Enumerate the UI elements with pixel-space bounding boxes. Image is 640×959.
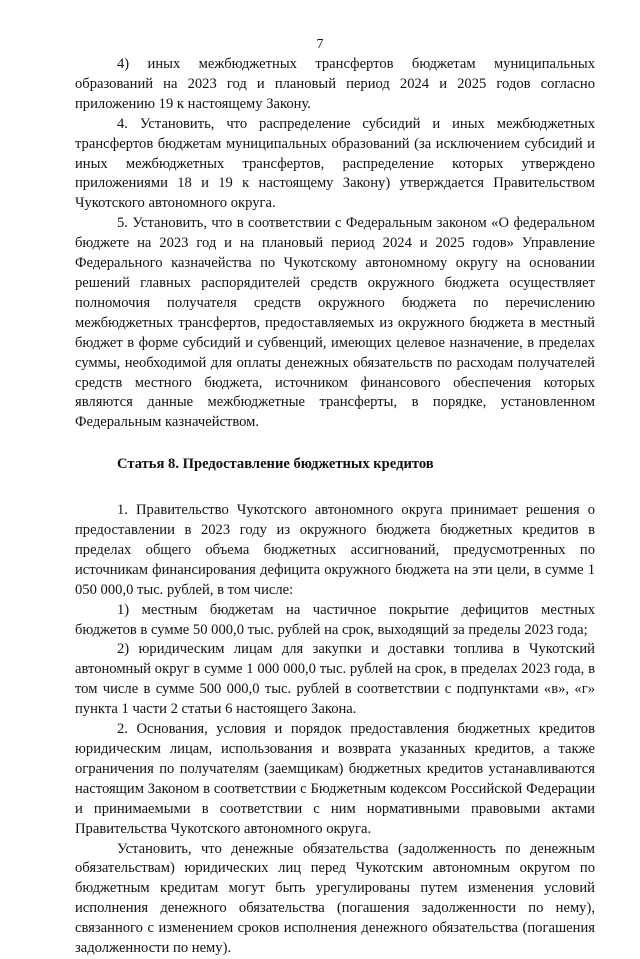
paragraph-point-4: 4. Установить, что распределение субсидий и иных межбюджетных трансфертов бюджетам муниципальных образований (за исключением субсидий и иных межбюджетных трансфертов, распределение которых утверждено приложениями 18 и 19 к настоящему Закону) утверждается Правительством Чукотского автономного округа. bbox=[75, 115, 595, 212]
paragraph-article8-subitem-2: 2) юридическим лицам для закупки и доставки топлива в Чукотский автономный округ в сумме 1 000 000,0 тыс. рублей на срок, в пределах 2023 года, в том числе в сумме 500 000,0 тыс. рублей в соответствии с подпунктами «в», «г» пункта 1 части 2 статьи 6 настоящего Закона. bbox=[75, 641, 595, 718]
page-number: 7 bbox=[316, 36, 324, 51]
paragraph-point-5: 5. Установить, что в соответствии с Федеральным законом «О федеральном бюджете на 2023 год и на плановый период 2024 и 2025 годов» Управление Федерального казначейства по Чукотскому автономному округу на основании решений главных распорядителей средств окружного бюджета осуществляет полномочия получателя средств окружного бюджета по перечислению межбюджетных трансфертов, предоставляемых из окружного бюджета в местный бюджет в форме субсидий и субвенций, имеющих целевое назначение, в пределах суммы, необходимой для оплаты денежных обязательств по расходам получателей средств местного бюджета, источником финансового обеспечения которых являются данные межбюджетные трансферты, в порядке, установленном Федеральным казначейством. bbox=[75, 215, 595, 431]
paragraph-article8-point-1: 1. Правительство Чукотского автономного округа принимает решения о предоставлении в 2023 году из окружного бюджета бюджетных кредитов в пределах общего объема бюджетных ассигнований, предусмотренных по источникам финансирования дефицита окружного бюджета на эти цели, в сумме 1 050 000,0 тыс. рублей, в том числе: bbox=[75, 502, 595, 598]
paragraph-article8-obligations: Установить, что денежные обязательства (задолженность по денежным обязательствам) юридических лиц перед Чукотским автономным округом по бюджетным кредитам могут быть урегулированы путем изменения условий исполнения денежного обязательства (погашения задолженности по нему), связанного с изменением сроков исполнения денежного обязательства (погашения задолженности по нему). bbox=[75, 840, 595, 957]
article-8-heading: Статья 8. Предоставление бюджетных кредитов bbox=[117, 456, 434, 473]
paragraph-article8-point-2: 2. Основания, условия и порядок предоставления бюджетных кредитов юридическим лицам, использования и возврата указанных кредитов, а также ограничения по получателям (заемщикам) бюджетных кредитов устанавливаются настоящим Законом в соответствии с Бюджетным кодексом Российской Федерации и принимаемыми в соответствии с ним нормативными правовыми актами Правительства Чукотского автономного округа. bbox=[75, 721, 595, 837]
paragraph-item-4-annex-19: 4) иных межбюджетных трансфертов бюджетам муниципальных образований на 2023 год и плановый период 2024 и 2025 годов согласно приложению 19 к настоящему Закону. bbox=[75, 56, 595, 112]
document-body bbox=[75, 55, 595, 959]
paragraph-article8-subitem-1: 1) местным бюджетам на частичное покрытие дефицитов местных бюджетов в сумме 50 000,0 тыс. рублей на срок, выходящий за пределы 2023 года; bbox=[75, 601, 595, 638]
